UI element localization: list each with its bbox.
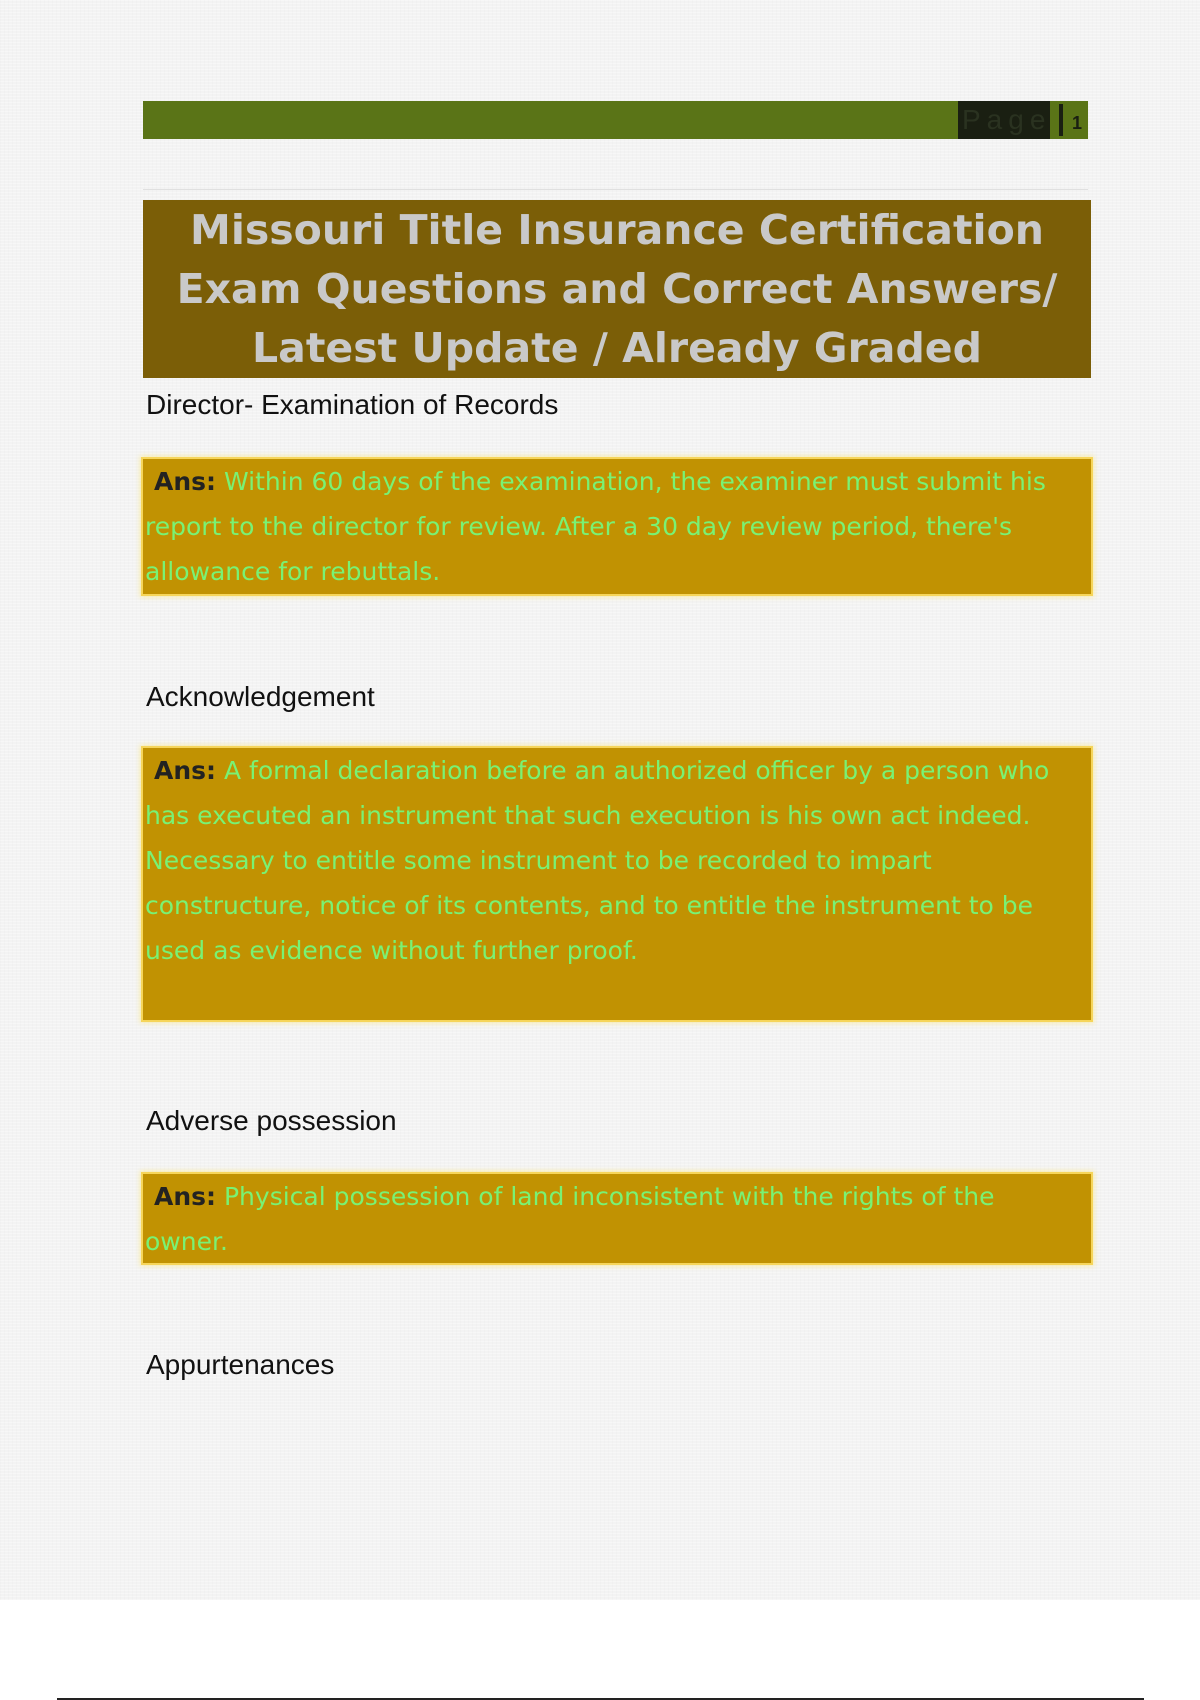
question-heading: Adverse possession <box>146 1105 397 1136</box>
page-label: Page <box>958 101 1050 139</box>
page-number: 1 <box>1072 113 1083 133</box>
question-heading: Acknowledgement <box>146 681 375 712</box>
answer-text: Within 60 days of the examination, the examiner must submit his report to the director for review. After a 30 day review period, there's allowance for rebuttals. <box>145 467 1046 586</box>
answer-box <box>143 1174 1091 1263</box>
header-bar <box>143 101 1088 139</box>
title-line-1: Missouri Title Insurance Certification <box>190 206 1044 254</box>
answer-text: A formal declaration before an authorized officer by a person who has executed an instrument that such execution is his own act indeed. Necessary to entitle some instrument to be recorded to impart constructure, notice of its contents, and to entitle the instrument to be used as evidence without further proof. <box>145 756 1050 965</box>
header-divider <box>143 189 1088 190</box>
answer-label: Ans: <box>154 467 217 496</box>
question-heading: Director- Examination of Records <box>146 389 559 420</box>
title-line-3: Latest Update / Already Graded <box>252 324 982 372</box>
answer-label: Ans: <box>154 756 217 785</box>
page-separator <box>1059 104 1063 136</box>
answer-label: Ans: <box>154 1182 217 1211</box>
question-heading: Appurtenances <box>146 1349 335 1380</box>
document-title <box>143 200 1091 378</box>
answer-text: Physical possession of land inconsistent with the rights of the owner. <box>145 1182 995 1256</box>
answer-box <box>143 748 1091 1020</box>
answer-box <box>143 459 1091 594</box>
title-line-2: Exam Questions and Correct Answers/ <box>176 265 1058 313</box>
